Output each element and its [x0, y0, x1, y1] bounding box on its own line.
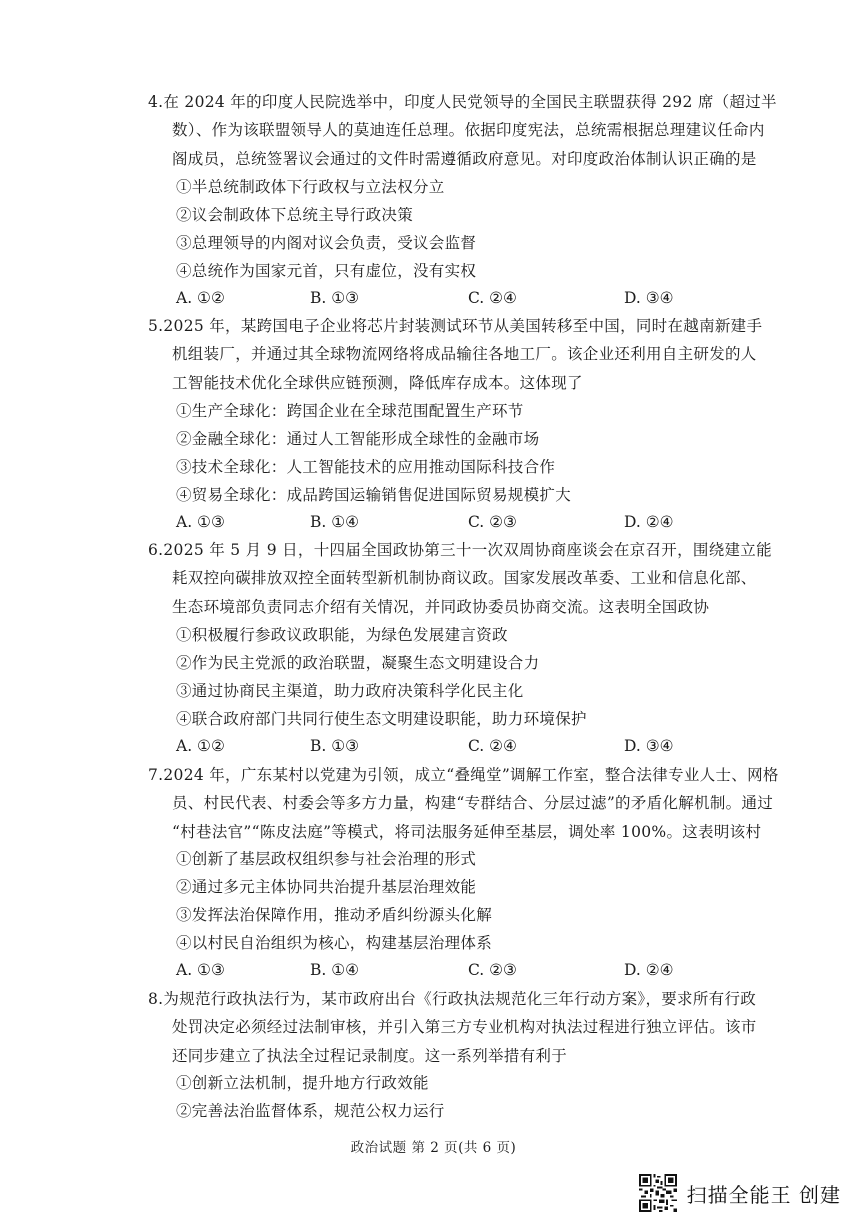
- question-stem: [148, 312, 763, 397]
- choice-b: B. ①④: [310, 513, 360, 531]
- question-stem: [148, 536, 772, 621]
- question-stem: [148, 88, 777, 173]
- stem-line: 数）、作为该联盟领导人的莫迪连任总理。依据印度宪法，总统需根据总理建议任命内: [172, 121, 765, 140]
- stem-line: 工智能技术优化全球供应链预测，降低库存成本。这体现了: [172, 373, 583, 392]
- stem-line: 生态环境部负责同志介绍有关情况，并同政协委员协商交流。这表明全国政协: [172, 597, 710, 616]
- stem-line: 处罚决定必须经过法制审核，并引入第三方专业机构对执法过程进行独立评估。该市: [172, 1018, 757, 1037]
- stem-line: 阁成员，总统签署议会通过的文件时需遵循政府意见。对印度政治体制认识正确的是: [172, 149, 757, 168]
- stem-line: 还同步建立了执法全过程记录制度。这一系列举措有利于: [172, 1046, 568, 1065]
- option-statement: ②作为民主党派的政治联盟，凝聚生态文明建设合力: [176, 654, 540, 672]
- option-statement: ④联合政府部门共同行使生态文明建设职能，助力环境保护: [176, 710, 587, 728]
- option-statement: ①半总统制政体下行政权与立法权分立: [176, 178, 445, 196]
- answer-choices: [176, 732, 696, 760]
- choice-c: C. ②④: [468, 737, 517, 755]
- option-statement: ②完善法治监督体系，规范公权力运行: [176, 1102, 445, 1120]
- option-statement: ③技术全球化：人工智能技术的应用推动国际科技合作: [176, 458, 556, 476]
- option-statement: ①创新立法机制，提升地方行政效能: [176, 1074, 429, 1092]
- scanner-watermark: [639, 1173, 841, 1213]
- option-statement: ③总理领导的内阁对议会负责，受议会监督: [176, 234, 477, 252]
- choice-a: A. ①③: [176, 513, 225, 531]
- choice-a: A. ①③: [176, 961, 225, 979]
- stem-line: 耗双控向碳排放双控全面转型新机制协商议政。国家发展改革委、工业和信息化部、: [172, 569, 757, 588]
- question-stem: [148, 761, 779, 846]
- qr-code-icon: [639, 1174, 677, 1212]
- stem-line: 8.为规范行政执法行为，某市政府出台《行政执法规范化三年行动方案》，要求所有行政: [148, 990, 757, 1008]
- answer-choices: [176, 284, 696, 312]
- choice-c: C. ②④: [468, 289, 517, 307]
- choice-b: B. ①④: [310, 961, 360, 979]
- choice-b: B. ①③: [310, 737, 360, 755]
- option-statement: ①创新了基层政权组织参与社会治理的形式: [176, 850, 477, 868]
- stem-line: 5.2025 年，某跨国电子企业将芯片封装测试环节从美国转移至中国，同时在越南新建手: [148, 317, 763, 335]
- stem-line: 机组装厂，并通过其全球物流网络将成品输往各地工厂。该企业还利用自主研发的人: [172, 345, 757, 364]
- stem-line: 7.2024 年，广东某村以党建为引领，成立“叠绳堂”调解工作室，整合法律专业人士、网格: [148, 766, 779, 784]
- scanner-label: 扫描全能王 创建: [686, 1182, 841, 1207]
- option-statement: ③通过协商民主渠道，助力政府决策科学化民主化: [176, 682, 524, 700]
- answer-choices: [176, 508, 696, 536]
- stem-line: 员、村民代表、村委会等多方力量，构建“专群结合、分层过滤”的矛盾化解机制。通过: [172, 794, 774, 813]
- stem-line: “村巷法官”“陈皮法庭”等模式，将司法服务延伸至基层，调处率 100%。这表明该村: [172, 822, 762, 841]
- stem-line: 4.在 2024 年的印度人民院选举中，印度人民党领导的全国民主联盟获得 292 席（超过半: [148, 93, 777, 111]
- option-statement: ①积极履行参政议政职能，为绿色发展建言资政: [176, 626, 508, 644]
- option-statement: ④贸易全球化：成品跨国运输销售促进国际贸易规模扩大: [176, 486, 572, 504]
- answer-choices: [176, 956, 696, 984]
- option-statement: ④以村民自治组织为核心，构建基层治理体系: [176, 934, 493, 952]
- choice-d: D. ②④: [624, 961, 674, 979]
- choice-d: D. ②④: [624, 513, 674, 531]
- page-footer: 政治试题 第 2 页(共 6 页): [350, 1140, 517, 1156]
- option-statement: ②通过多元主体协同共治提升基层治理效能: [176, 878, 477, 896]
- choice-c: C. ②③: [468, 961, 517, 979]
- choice-a: A. ①②: [176, 737, 225, 755]
- choice-b: B. ①③: [310, 289, 360, 307]
- choice-a: A. ①②: [176, 289, 225, 307]
- stem-line: 6.2025 年 5 月 9 日，十四届全国政协第三十一次双周协商座谈会在京召开，围绕建立能: [148, 541, 772, 559]
- option-statement: ①生产全球化：跨国企业在全球范围配置生产环节: [176, 402, 524, 420]
- option-statement: ④总统作为国家元首，只有虚位，没有实权: [176, 262, 477, 280]
- option-statement: ③发挥法治保障作用，推动矛盾纠纷源头化解: [176, 906, 493, 924]
- option-statement: ②金融全球化：通过人工智能形成全球性的金融市场: [176, 430, 540, 448]
- choice-c: C. ②③: [468, 513, 517, 531]
- choice-d: D. ③④: [624, 289, 674, 307]
- choice-d: D. ③④: [624, 737, 674, 755]
- question-stem: [148, 985, 757, 1070]
- option-statement: ②议会制政体下总统主导行政决策: [176, 206, 414, 224]
